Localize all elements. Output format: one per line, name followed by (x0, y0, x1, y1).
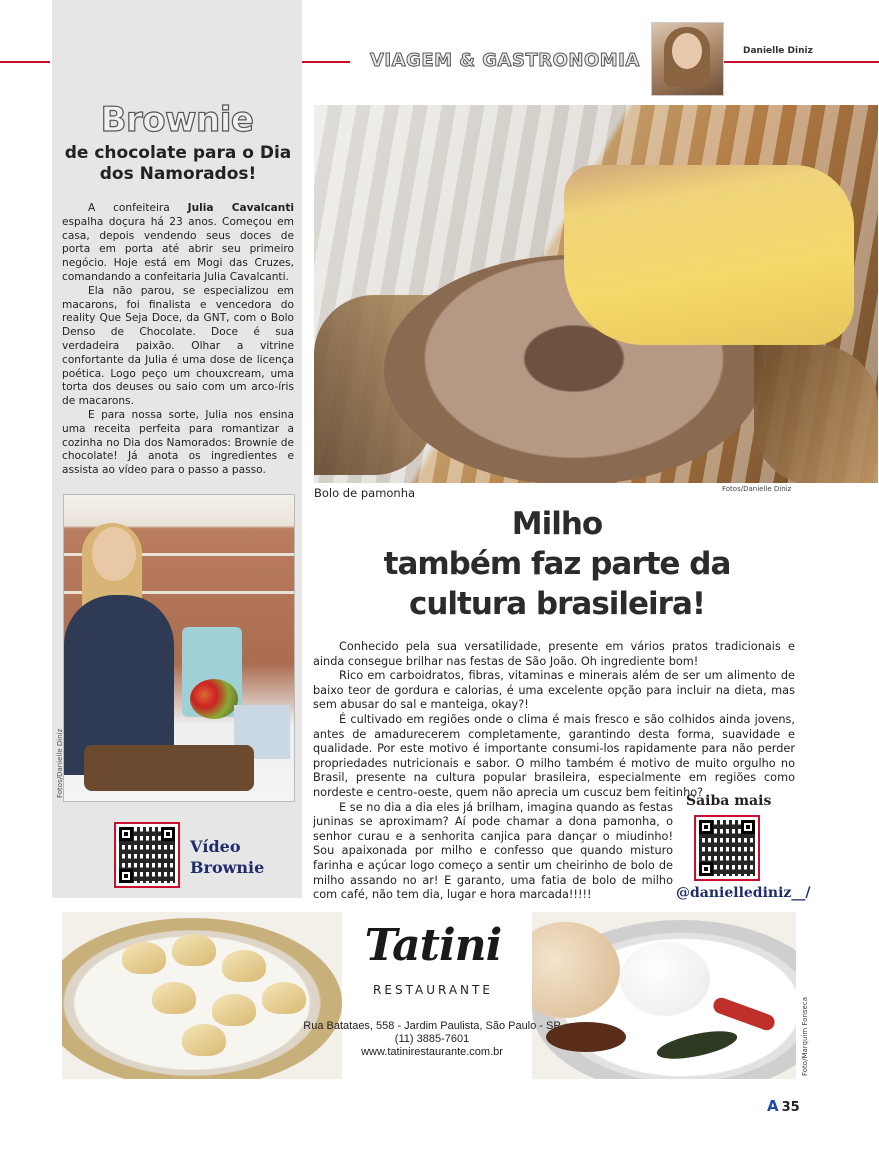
instagram-handle[interactable]: @daniellediniz__/ (676, 885, 811, 901)
milho-paragraph-1: Conhecido pela sua versatilidade, presente em vários pratos tradicionais e ainda consegue brilhar nas festas de São João. Oh ingrediente bom! (313, 640, 795, 668)
brownie-paragraph-2: Ela não parou, se especializou em macarons, foi finalista e vencedora do reality Que Seja Doce, da GNT, com o Bolo Denso de Chocolate. Doce é sua verdadeira paixão. Olhar a vitrine confortante da Julia é uma dose de licença poética. Logo peço um chouxcream, uma torta dos deuses ou saio com um arco-íris de macarons. (62, 284, 294, 408)
instagram-qr-code[interactable] (694, 815, 760, 881)
author-photo (651, 22, 724, 96)
milho-paragraph-2: Rico em carboidratos, fibras, vitaminas e minerais além de ser um alimento de baixo teor de gordura e calorias, é uma excelente opção para incluir na dieta, mas sem abusar do sal e manteiga, okay?! (313, 669, 795, 712)
chef-photo (63, 494, 295, 802)
brownie-paragraph-1: A confeiteira Julia Cavalcanti espalha doçura há 23 anos. Começou em casa, depois vendendo seus doces de porta em porta até abrir seu primeiro negócio. Hoje está em Mogi das Cruzes, comandando a confeitaria Julia Cavalcanti. (62, 202, 295, 283)
header-rule-mid (302, 61, 350, 63)
photo-caption: Bolo de pamonha (314, 486, 416, 500)
cake-photo-credit: Fotos/Danielle Diniz (722, 485, 792, 493)
restaurant-logo-subtitle: RESTAURANTE (373, 983, 493, 997)
header-rule-left (0, 61, 50, 63)
restaurant-phone: (11) 3885-7601 (394, 1033, 470, 1045)
header-rule-right (722, 61, 879, 63)
milho-paragraph-4: E se no dia a dia eles já brilham, imagina quando as festas juninas se aproximam? Aí pode chamar a dona pamonha, o senhor curau e a senhorita canjica para dançar o miudinho! Sou apaixonada por milho e confesso que quando misturo farinha e açúcar logo começo a sentir um cheirinho de bolo de milho assando no ar! E garanto, uma fatia de bolo de milho com café, não tem dia, lugar e hora marcada!!!!! (313, 800, 673, 902)
cake-photo (314, 105, 878, 483)
page-number: A 35 (767, 1097, 800, 1115)
chef-name: Julia Cavalcanti (187, 202, 295, 214)
brownie-title: Brownie (100, 100, 254, 140)
video-qr-code[interactable] (114, 822, 180, 888)
brownie-paragraph-3: E para nossa sorte, Julia nos ensina uma receita perfeita para romantizar a cozinha no Dia dos Namorados: Brownie de chocolate! Já anota os ingredientes e assista ao vídeo para o passo a passo. (62, 408, 294, 477)
brownie-article (62, 202, 294, 478)
restaurant-website[interactable]: www.tatinirestaurante.com.br (361, 1046, 503, 1058)
author-name: Danielle Diniz (743, 46, 813, 56)
video-label: Vídeo Brownie (190, 837, 265, 877)
magazine-letter: A (767, 1097, 779, 1115)
milho-paragraph-3: É cultivado em regiões onde o clima é mais fresco e são colhidos ainda jovens, antes de amadurecerem completamente, garantindo desta forma, suavidade e qualidade. Por este motivo é importante consumi-los rapidamente para não perder propriedades nutricionais e sabor. O milho também é motivo de muito orgulho no Brasil, presente na cultura popular brasileira, especialmente em regiões como nordeste e centro-oeste, quem não aprecia um cuscuz bem feitinho? (313, 712, 795, 799)
restaurant-logo: Tatini (364, 920, 502, 971)
brownie-subtitle: de chocolate para o Dia dos Namorados! (64, 143, 292, 184)
restaurant-contact (300, 1020, 564, 1059)
article-title: Milho também faz parte da cultura brasileira! (383, 506, 731, 622)
chef-photo-credit: Fotos/Danielle Diniz (56, 728, 64, 798)
restaurant-address: Rua Batataes, 558 - Jardim Paulista, São Paulo - SP (303, 1020, 561, 1032)
section-title: VIAGEM & GASTRONOMIA (370, 50, 640, 71)
ad-photo-credit: Foto/Marquim Fonseca (801, 997, 809, 1076)
saiba-mais-label: Saiba mais (686, 793, 772, 809)
